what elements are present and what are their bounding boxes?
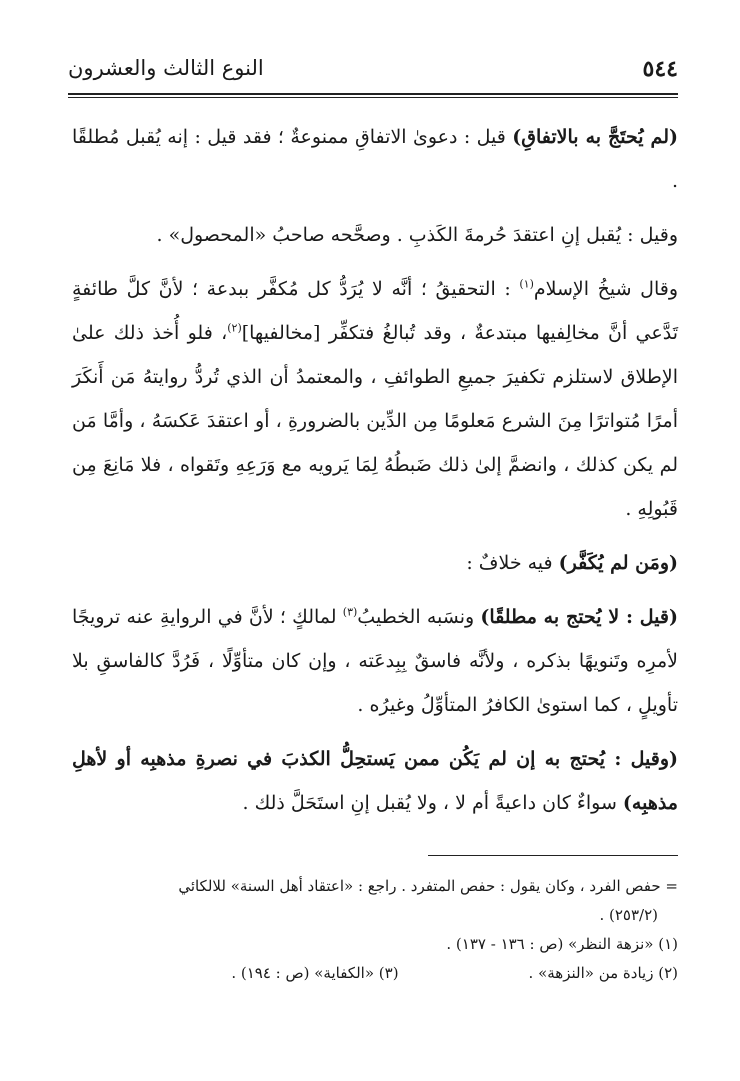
footnote-ref-2: (٢)	[227, 321, 242, 335]
paragraph-1	[72, 115, 678, 203]
commentary-text: سواءٌ كان داعيةً أم لا ، ولا يُقبل إنِ استَحَلَّ ذلك .	[242, 792, 623, 814]
matn-quote: (ومَن لم يُكَفَّر)	[558, 552, 678, 574]
matn-quote: (قيل : لا يُحتج به مطلقًا)	[480, 606, 678, 628]
commentary-text: قيل : دعوىٰ الاتفاقِ ممنوعةٌ ؛ فقد قيل : إنه يُقبل مُطلقًا .	[72, 126, 678, 192]
footnote-continuation-ref: (٢٥٣/٢) .	[599, 906, 658, 924]
footnote-continuation: = حفص الفرد ، وكان يقول : حفص المتفرد . راجع : «اعتقاد أهل السنة» للالكائي	[178, 877, 678, 895]
commentary-text: فيه خلافٌ :	[466, 552, 559, 574]
header-rule-thick	[68, 93, 678, 95]
footnote-3: (٣) «الكفاية» (ص : ١٩٤) .	[231, 964, 399, 982]
footnote-1: (١) «نزهة النظر» (ص : ١٣٦ - ١٣٧) .	[446, 935, 678, 953]
paragraph-6	[72, 737, 678, 825]
commentary-text: لمالكٍ ؛ لأنَّ في الروايةِ عنه ترويجًا لأمرِه وتَنويهًا بذكره ، ولأنَّه فاسقٌ بِبِدعَته ، وإن كان متأوِّلًا ، فَرُدَّ كالفاسقِ بلا تأويلٍ ، كما استوىٰ الكافرُ المتأوِّلُ وغيرُه .	[72, 606, 678, 716]
paragraph-5	[72, 595, 678, 727]
footnote-2: (٢) زيادة من «النزهة» .	[528, 964, 678, 982]
paragraph-2	[72, 213, 678, 257]
footnote-separator	[428, 855, 678, 856]
matn-quote: (لم يُحتَجَّ به بالاتفاقِ)	[512, 126, 678, 148]
main-text	[72, 115, 678, 835]
commentary-text: ونسَبه الخطيبُ	[357, 606, 481, 628]
commentary-text: وقيل : يُقبل إنِ اعتقدَ حُرمةَ الكَذبِ . وصحَّحه صاحبُ «المحصول» .	[156, 224, 678, 246]
matn-quote: (وقيل : يُحتج به إن لم يَكُن ممن يَستحِلُّ الكذبَ في نصرةِ مذهبِه أو لأهلِ مذهبِه)	[72, 748, 678, 814]
footnote-ref-3: (٣)	[342, 605, 358, 619]
commentary-text: ، فلو أُخذ ذلك علىٰ الإطلاق لاستلزم تكفيرَ جميعِ الطوائفِ ، والمعتمدُ أن الذي تُردُّ روايتهُ مَن أَنكَرَ أمرًا مُتواترًا مِنَ الشرع مَعلومًا مِن الدِّين بالضرورةِ ، أو اعتقدَ عَكسَهُ ، وأمَّا مَن لم يكن كذلك ، وانضمَّ إلىٰ ذلك ضَبطُهُ لِمَا يَرويه مع وَرَعِهِ وتَقواه ، فلا مَانِعَ مِن قَبُولِهِ .	[72, 322, 678, 520]
commentary-text: : التحقيقُ ؛ أنَّه لا يُرَدُّ كل مُكفَّر ببدعة ؛ لأنَّ كلَّ طائفةٍ تَدَّعي أنَّ مخالِفيها مبتدعةٌ ، وقد تُبالغُ فتكفِّر [مخالفيها]	[72, 278, 678, 344]
page-header	[68, 52, 678, 92]
commentary-text: وقال شيخُ الإسلام	[533, 278, 679, 300]
footnote-row	[72, 959, 678, 988]
footnote-ref-1: (١)	[519, 277, 534, 291]
paragraph-4	[72, 541, 678, 585]
running-title: النوع الثالث والعشرون	[68, 56, 264, 80]
footnotes	[72, 872, 678, 988]
page-number: ٥٤٤	[642, 56, 678, 82]
header-rule-thin	[68, 97, 678, 98]
paragraph-3	[72, 267, 678, 531]
